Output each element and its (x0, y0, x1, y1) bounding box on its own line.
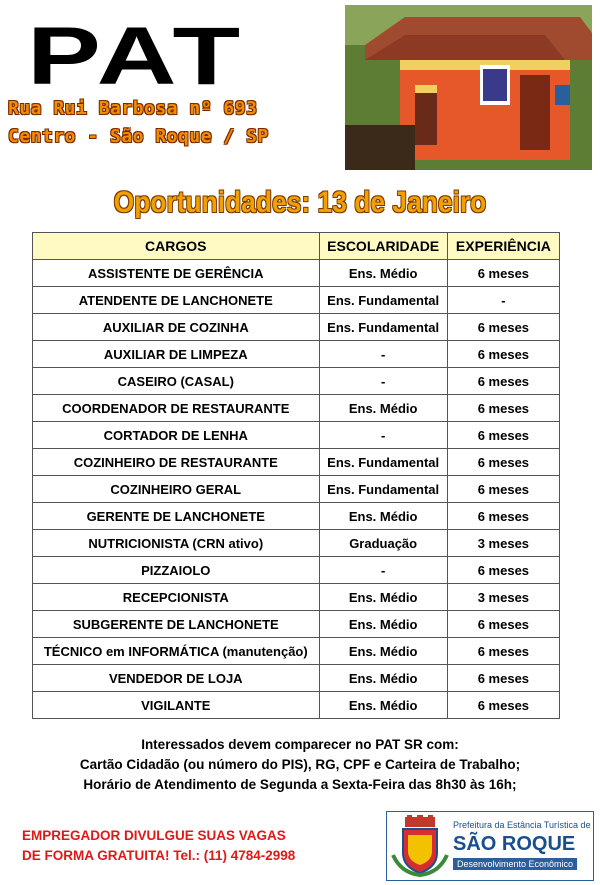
logo-department: Desenvolvimento Econômico (453, 858, 577, 870)
address-line-2: Centro - São Roque / SP (8, 126, 269, 147)
cell-cargo: RECEPCIONISTA (33, 584, 320, 611)
table-row (33, 422, 560, 449)
cell-escolaridade: - (319, 368, 447, 395)
cell-cargo: SUBGERENTE DE LANCHONETE (33, 611, 320, 638)
page-title: PAT (27, 11, 245, 102)
table-row (33, 260, 560, 287)
cell-escolaridade: - (319, 557, 447, 584)
cell-escolaridade: Ens. Médio (319, 611, 447, 638)
table-row (33, 449, 560, 476)
promo-line-1: EMPREGADOR DIVULGUE SUAS VAGAS (22, 828, 286, 843)
cell-escolaridade: Graduação (319, 530, 447, 557)
table-row (33, 503, 560, 530)
cell-experiencia: 6 meses (447, 449, 559, 476)
cell-experiencia: 6 meses (447, 422, 559, 449)
cell-experiencia: 6 meses (447, 611, 559, 638)
instructions-line-1: Interessados devem comparecer no PAT SR com: (141, 737, 459, 752)
cell-cargo: COORDENADOR DE RESTAURANTE (33, 395, 320, 422)
cell-escolaridade: Ens. Fundamental (319, 314, 447, 341)
cell-experiencia: 3 meses (447, 530, 559, 557)
table-row (33, 530, 560, 557)
cell-experiencia: 6 meses (447, 260, 559, 287)
cell-experiencia: 6 meses (447, 368, 559, 395)
cell-cargo: CASEIRO (CASAL) (33, 368, 320, 395)
cell-experiencia: 3 meses (447, 584, 559, 611)
table-row (33, 611, 560, 638)
city-logo (386, 811, 594, 881)
cell-cargo: COZINHEIRO GERAL (33, 476, 320, 503)
cell-escolaridade: Ens. Fundamental (319, 476, 447, 503)
cell-cargo: TÉCNICO em INFORMÁTICA (manutenção) (33, 638, 320, 665)
logo-city-name: SÃO ROQUE (453, 833, 576, 855)
column-header-escolaridade: ESCOLARIDADE (319, 233, 447, 260)
cell-experiencia: 6 meses (447, 665, 559, 692)
cell-cargo: ATENDENTE DE LANCHONETE (33, 287, 320, 314)
building-photo (345, 5, 592, 170)
cell-cargo: GERENTE DE LANCHONETE (33, 503, 320, 530)
table-row (33, 341, 560, 368)
instructions-line-3: Horário de Atendimento de Segunda a Sexta-Feira das 8h30 às 16h; (83, 777, 517, 792)
cell-escolaridade: Ens. Fundamental (319, 287, 447, 314)
cell-cargo: CORTADOR DE LENHA (33, 422, 320, 449)
cell-cargo: ASSISTENTE DE GERÊNCIA (33, 260, 320, 287)
instructions (0, 735, 600, 795)
table-header-row (33, 233, 560, 260)
promo-line-2: DE FORMA GRATUITA! Tel.: (11) 4784-2998 (22, 848, 296, 863)
table-row (33, 314, 560, 341)
cell-experiencia: 6 meses (447, 476, 559, 503)
cell-cargo: PIZZAIOLO (33, 557, 320, 584)
cell-escolaridade: Ens. Médio (319, 638, 447, 665)
table-row (33, 638, 560, 665)
table-row (33, 557, 560, 584)
employer-promo (22, 826, 295, 866)
table-row (33, 395, 560, 422)
cell-experiencia: 6 meses (447, 692, 559, 719)
cell-escolaridade: Ens. Médio (319, 260, 447, 287)
cell-experiencia: 6 meses (447, 638, 559, 665)
table-row (33, 476, 560, 503)
cell-cargo: VENDEDOR DE LOJA (33, 665, 320, 692)
cell-experiencia: 6 meses (447, 503, 559, 530)
instructions-line-2: Cartão Cidadão (ou número do PIS), RG, CPF e Carteira de Trabalho; (79, 757, 521, 772)
cell-cargo: NUTRICIONISTA (CRN ativo) (33, 530, 320, 557)
cell-escolaridade: Ens. Médio (319, 395, 447, 422)
cell-escolaridade: Ens. Médio (319, 692, 447, 719)
headline: Oportunidades: 13 de Janeiro (113, 186, 487, 219)
cell-experiencia: 6 meses (447, 395, 559, 422)
table-row (33, 692, 560, 719)
table-row (33, 665, 560, 692)
cell-escolaridade: Ens. Médio (319, 665, 447, 692)
cell-escolaridade: Ens. Fundamental (319, 449, 447, 476)
cell-escolaridade: - (319, 341, 447, 368)
cell-cargo: AUXILIAR DE COZINHA (33, 314, 320, 341)
cell-cargo: VIGILANTE (33, 692, 320, 719)
cell-experiencia: 6 meses (447, 341, 559, 368)
cell-cargo: AUXILIAR DE LIMPEZA (33, 341, 320, 368)
table-row (33, 584, 560, 611)
cell-experiencia: 6 meses (447, 557, 559, 584)
address-line-1: Rua Rui Barbosa nº 693 (8, 98, 258, 119)
cell-escolaridade: - (319, 422, 447, 449)
table-row (33, 368, 560, 395)
column-header-cargos: CARGOS (33, 233, 320, 260)
building-illustration (345, 5, 592, 170)
cell-experiencia: 6 meses (447, 314, 559, 341)
column-header-experiencia: EXPERIÊNCIA (447, 233, 559, 260)
coat-of-arms-icon (391, 815, 449, 877)
jobs-table (32, 232, 560, 719)
logo-subtitle: Prefeitura da Estância Turística de (453, 820, 591, 830)
cell-escolaridade: Ens. Médio (319, 503, 447, 530)
cell-escolaridade: Ens. Médio (319, 584, 447, 611)
cell-cargo: COZINHEIRO DE RESTAURANTE (33, 449, 320, 476)
cell-experiencia: - (447, 287, 559, 314)
table-row (33, 287, 560, 314)
